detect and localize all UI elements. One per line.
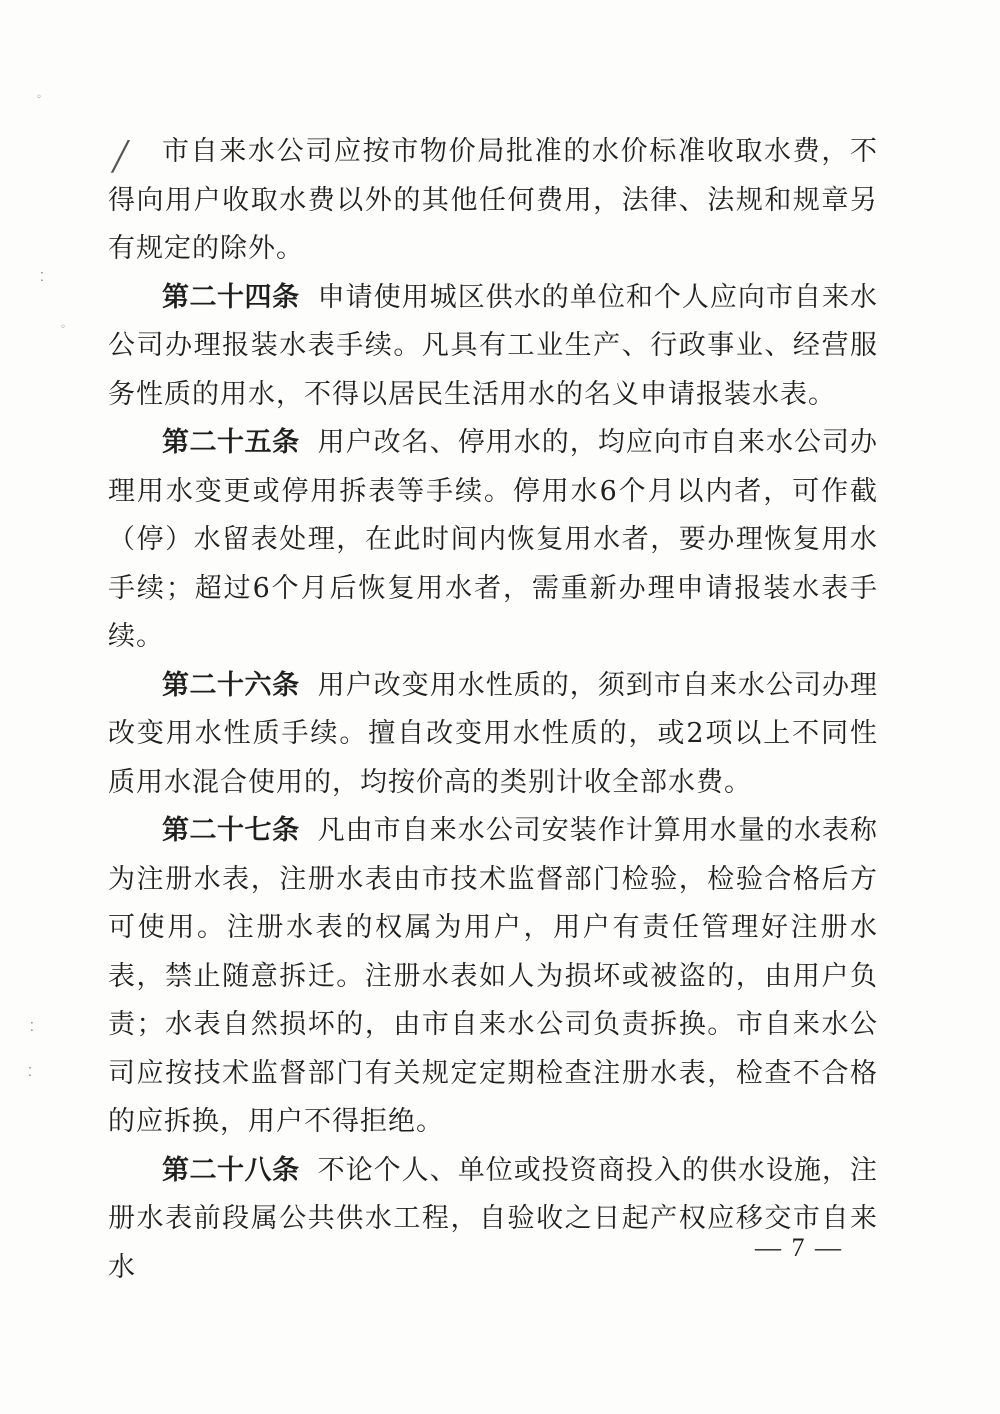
document-body bbox=[108, 128, 878, 1292]
paragraph-text: 用户改变用水性质的，须到市自来水公司办理改变用水性质手续。擅自改变用水性质的，或2项以上不同性质用水混合使用的，均按价高的类别计收全部水费。 bbox=[108, 669, 879, 798]
paragraph-fee-collection bbox=[108, 128, 878, 274]
paragraph-article-28 bbox=[108, 1147, 878, 1293]
paragraph-article-26 bbox=[108, 662, 878, 808]
margin-mark: ╱ bbox=[112, 140, 129, 173]
paragraph-text: 市自来水公司应按市物价局批准的水价标准收取水费，不得向用户收取水费以外的其他任何费用，法律、法规和规章另有规定的除外。 bbox=[108, 136, 878, 264]
scan-speck: ⁚ bbox=[30, 1020, 34, 1034]
article-heading: 第二十七条 bbox=[162, 815, 300, 846]
scan-speck: ⁚ bbox=[40, 270, 44, 284]
page-number: — 7 — bbox=[755, 1233, 843, 1262]
article-heading: 第二十六条 bbox=[162, 669, 300, 701]
scan-speck: ◦ bbox=[60, 322, 66, 333]
paragraph-article-27 bbox=[108, 807, 878, 1147]
scan-speck: ⁚ bbox=[28, 1065, 32, 1079]
paragraph-article-25 bbox=[108, 419, 878, 662]
article-heading: 第二十五条 bbox=[162, 427, 300, 458]
article-heading: 第二十四条 bbox=[162, 281, 300, 313]
paragraph-text: 不论个人、单位或投资商投入的供水设施，注册水表前段属公共供水工程，自验收之日起产权应移交市自来水 bbox=[108, 1154, 879, 1283]
paragraph-article-24 bbox=[108, 274, 878, 420]
scan-speck: ◦ bbox=[36, 92, 42, 103]
paragraph-text: 凡由市自来水公司安装作计算用水量的水表称为注册水表，注册水表由市技术监督部门检验，检验合格后方可使用。注册水表的权属为用户，用户有责任管理好注册水表，禁止随意拆迁。注册水表如人为损坏或被盗的，由用户负责；水表自然损坏的，由市自来水公司负责拆换。市自来水公司应按技术监督部门有关规定定期检查注册水表，检查不合格的应拆换，用户不得拒绝。 bbox=[108, 815, 879, 1137]
article-heading: 第二十八条 bbox=[162, 1154, 300, 1186]
paragraph-text: 用户改名、停用水的，均应向市自来水公司办理用水变更或停用拆表等手续。停用水6个月以内者，可作截（停）水留表处理，在此时间内恢复用水者，要办理恢复用水手续；超过6个月后恢复用水者，需重新办理申请报装水表手续。 bbox=[108, 427, 879, 652]
paragraph-text: 申请使用城区供水的单位和个人应向市自来水公司办理报装水表手续。凡具有工业生产、行政事业、经营服务性质的用水，不得以居民生活用水的名义申请报装水表。 bbox=[108, 281, 879, 410]
